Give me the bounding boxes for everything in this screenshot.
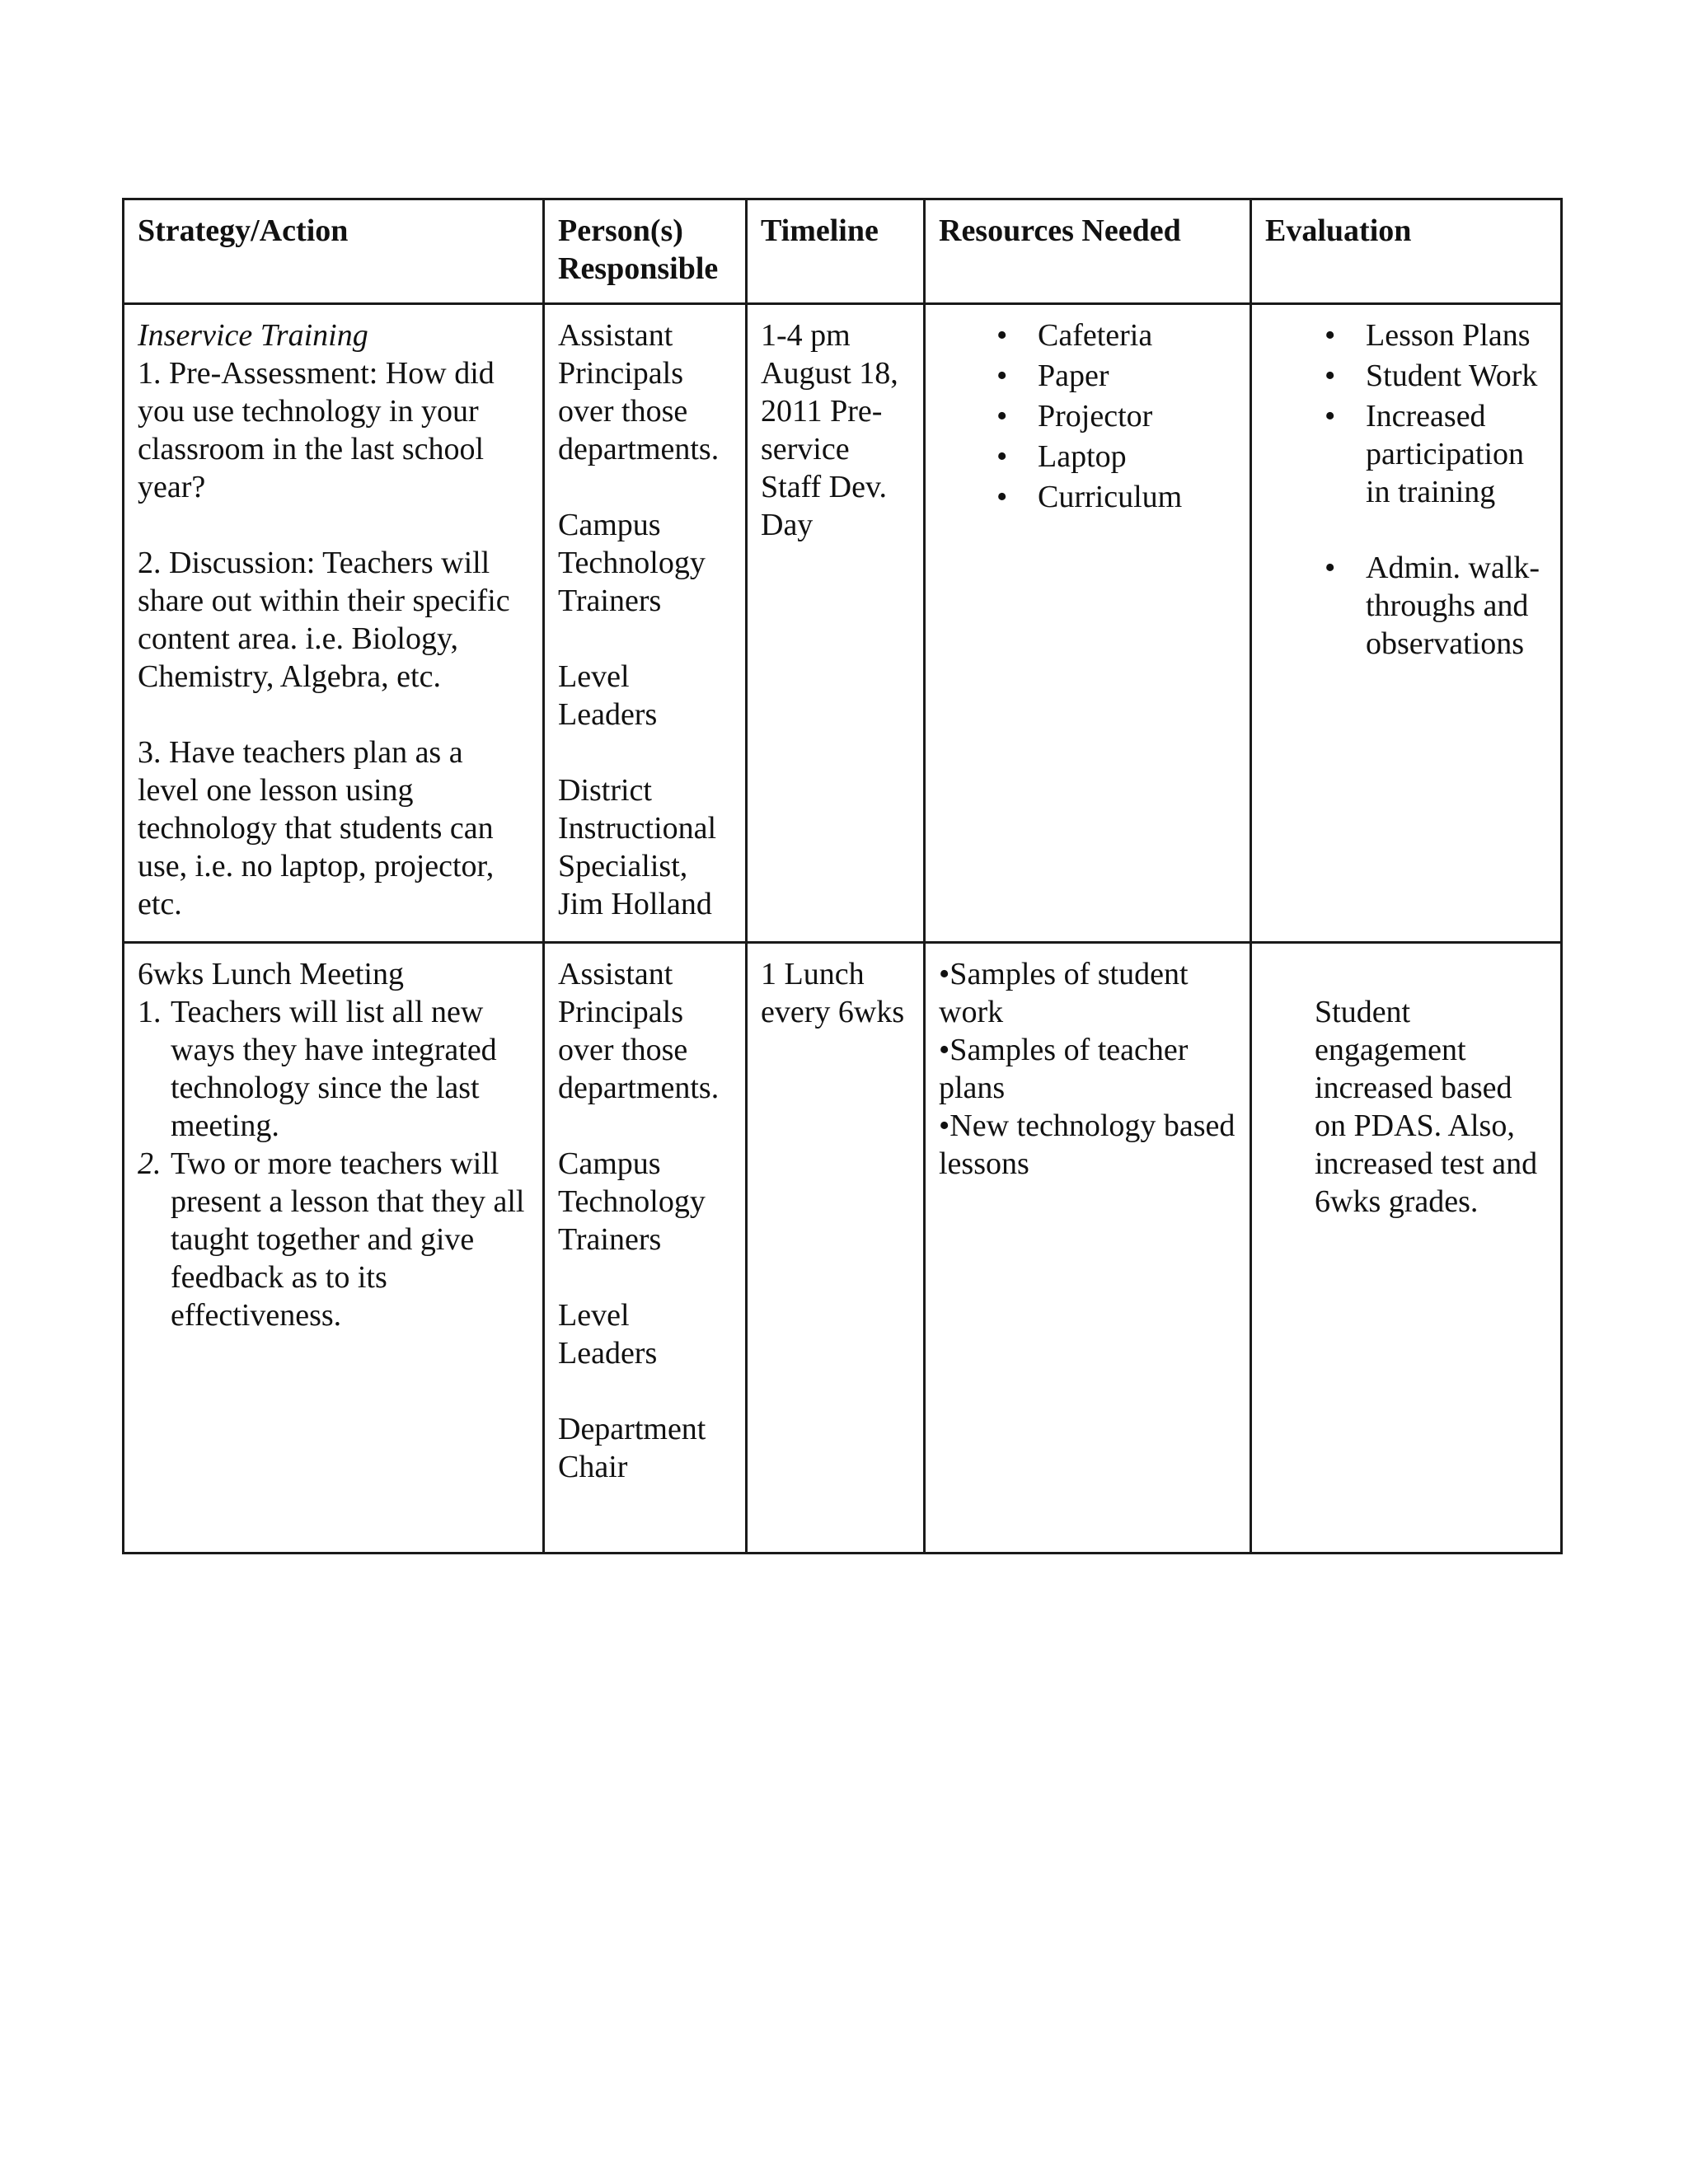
strategy-cell (124, 943, 544, 1554)
persons-cell (544, 304, 747, 943)
person-entry: Campus Technology Trainers (558, 1146, 706, 1257)
strategy-title: 6wks Lunch Meeting (138, 957, 404, 991)
bullet-icon: • (996, 480, 1008, 514)
bullet-icon: • (996, 439, 1008, 474)
bullet-icon: • (1325, 551, 1336, 585)
evaluation-text: Student engagement increased based on PDAS. Also, increased test and 6wks grades. (1315, 995, 1538, 1219)
persons-cell (544, 943, 747, 1554)
header-evaluation (1251, 199, 1562, 304)
resource-label: Projector (1038, 399, 1153, 434)
resource-label: Curriculum (1038, 480, 1183, 514)
bullet-icon: • (996, 399, 1008, 434)
evaluation-cell (1251, 304, 1562, 943)
resource-entry: •Samples of student work (939, 957, 1189, 1029)
list-item (1265, 357, 1547, 395)
header-person-label-line1: Person(s) (558, 213, 683, 248)
list-item (1265, 549, 1547, 663)
strategy-title: Inservice Training (138, 318, 368, 353)
item-number: 1. (138, 995, 162, 1029)
bullet-icon: • (1325, 318, 1336, 353)
list-item (939, 478, 1236, 516)
resource-entry: •Samples of teacher plans (939, 1033, 1189, 1105)
header-person (544, 199, 747, 304)
item-number: 2. (138, 1146, 162, 1181)
evaluation-list (1265, 316, 1547, 663)
header-timeline (747, 199, 925, 304)
person-entry: Department Chair (558, 1412, 706, 1484)
evaluation-label: Student Work (1366, 359, 1538, 393)
resource-label: Laptop (1038, 439, 1127, 474)
person-entry: Assistant Principals over those departments. (558, 318, 720, 466)
strategy-cell (124, 304, 544, 943)
bullet-icon: • (1325, 359, 1336, 393)
header-evaluation-label: Evaluation (1265, 213, 1412, 248)
person-entry: Level Leaders (558, 1298, 658, 1371)
person-entry: District Instructional Specialist, Jim Holland (558, 773, 717, 921)
resource-entry: •New technology based lessons (939, 1108, 1236, 1181)
list-item (1265, 316, 1547, 354)
header-strategy (124, 199, 544, 304)
bullet-icon: • (1325, 399, 1336, 434)
list-item (1265, 397, 1547, 511)
timeline-text: 1 Lunch every 6wks (761, 957, 905, 1029)
table-header-row (124, 199, 1562, 304)
strategy-item: 2. Discussion: Teachers will share out within their specific content area. i.e. Biology, Chemistry, Algebra, etc. (138, 546, 510, 694)
list-item (939, 316, 1236, 354)
timeline-text: 1-4 pm August 18, 2011 Pre-service Staff Dev. Day (761, 318, 898, 542)
header-timeline-label: Timeline (761, 213, 879, 248)
resource-label: Cafeteria (1038, 318, 1153, 353)
header-resources (925, 199, 1251, 304)
strategy-item-text: Teachers will list all new ways they have integrated technology since the last meeting. (171, 995, 497, 1143)
person-entry: Assistant Principals over those departments. (558, 957, 720, 1105)
bullet-icon: • (996, 359, 1008, 393)
bullet-icon: • (996, 318, 1008, 353)
header-strategy-label: Strategy/Action (138, 213, 349, 248)
resources-list (939, 316, 1236, 516)
strategy-item: 3. Have teachers plan as a level one lesson using technology that students can use, i.e. no laptop, projector, etc. (138, 735, 495, 921)
person-entry: Level Leaders (558, 659, 658, 732)
list-item (939, 397, 1236, 435)
evaluation-label: Increased participation in training (1366, 399, 1525, 509)
person-entry: Campus Technology Trainers (558, 508, 706, 618)
strategy-item: 1. Pre-Assessment: How did you use technology in your classroom in the last school year? (138, 356, 495, 504)
evaluation-cell (1251, 943, 1562, 1554)
list-item (939, 357, 1236, 395)
strategy-item (138, 993, 529, 1145)
table-row (124, 304, 1562, 943)
resources-cell (925, 304, 1251, 943)
list-item (939, 438, 1236, 476)
evaluation-label: Admin. walk-throughs and observations (1366, 551, 1540, 661)
header-person-label-line2: Responsible (558, 251, 719, 286)
evaluation-label: Lesson Plans (1366, 318, 1531, 353)
strategy-item (138, 1145, 529, 1334)
strategy-item-text: Two or more teachers will present a lesson that they all taught together and give feedback as to its effectiveness. (171, 1146, 525, 1333)
resource-label: Paper (1038, 359, 1109, 393)
header-resources-label: Resources Needed (939, 213, 1181, 248)
timeline-cell (747, 304, 925, 943)
table-row (124, 943, 1562, 1554)
resources-cell (925, 943, 1251, 1554)
timeline-cell (747, 943, 925, 1554)
action-plan-table (122, 198, 1563, 1554)
